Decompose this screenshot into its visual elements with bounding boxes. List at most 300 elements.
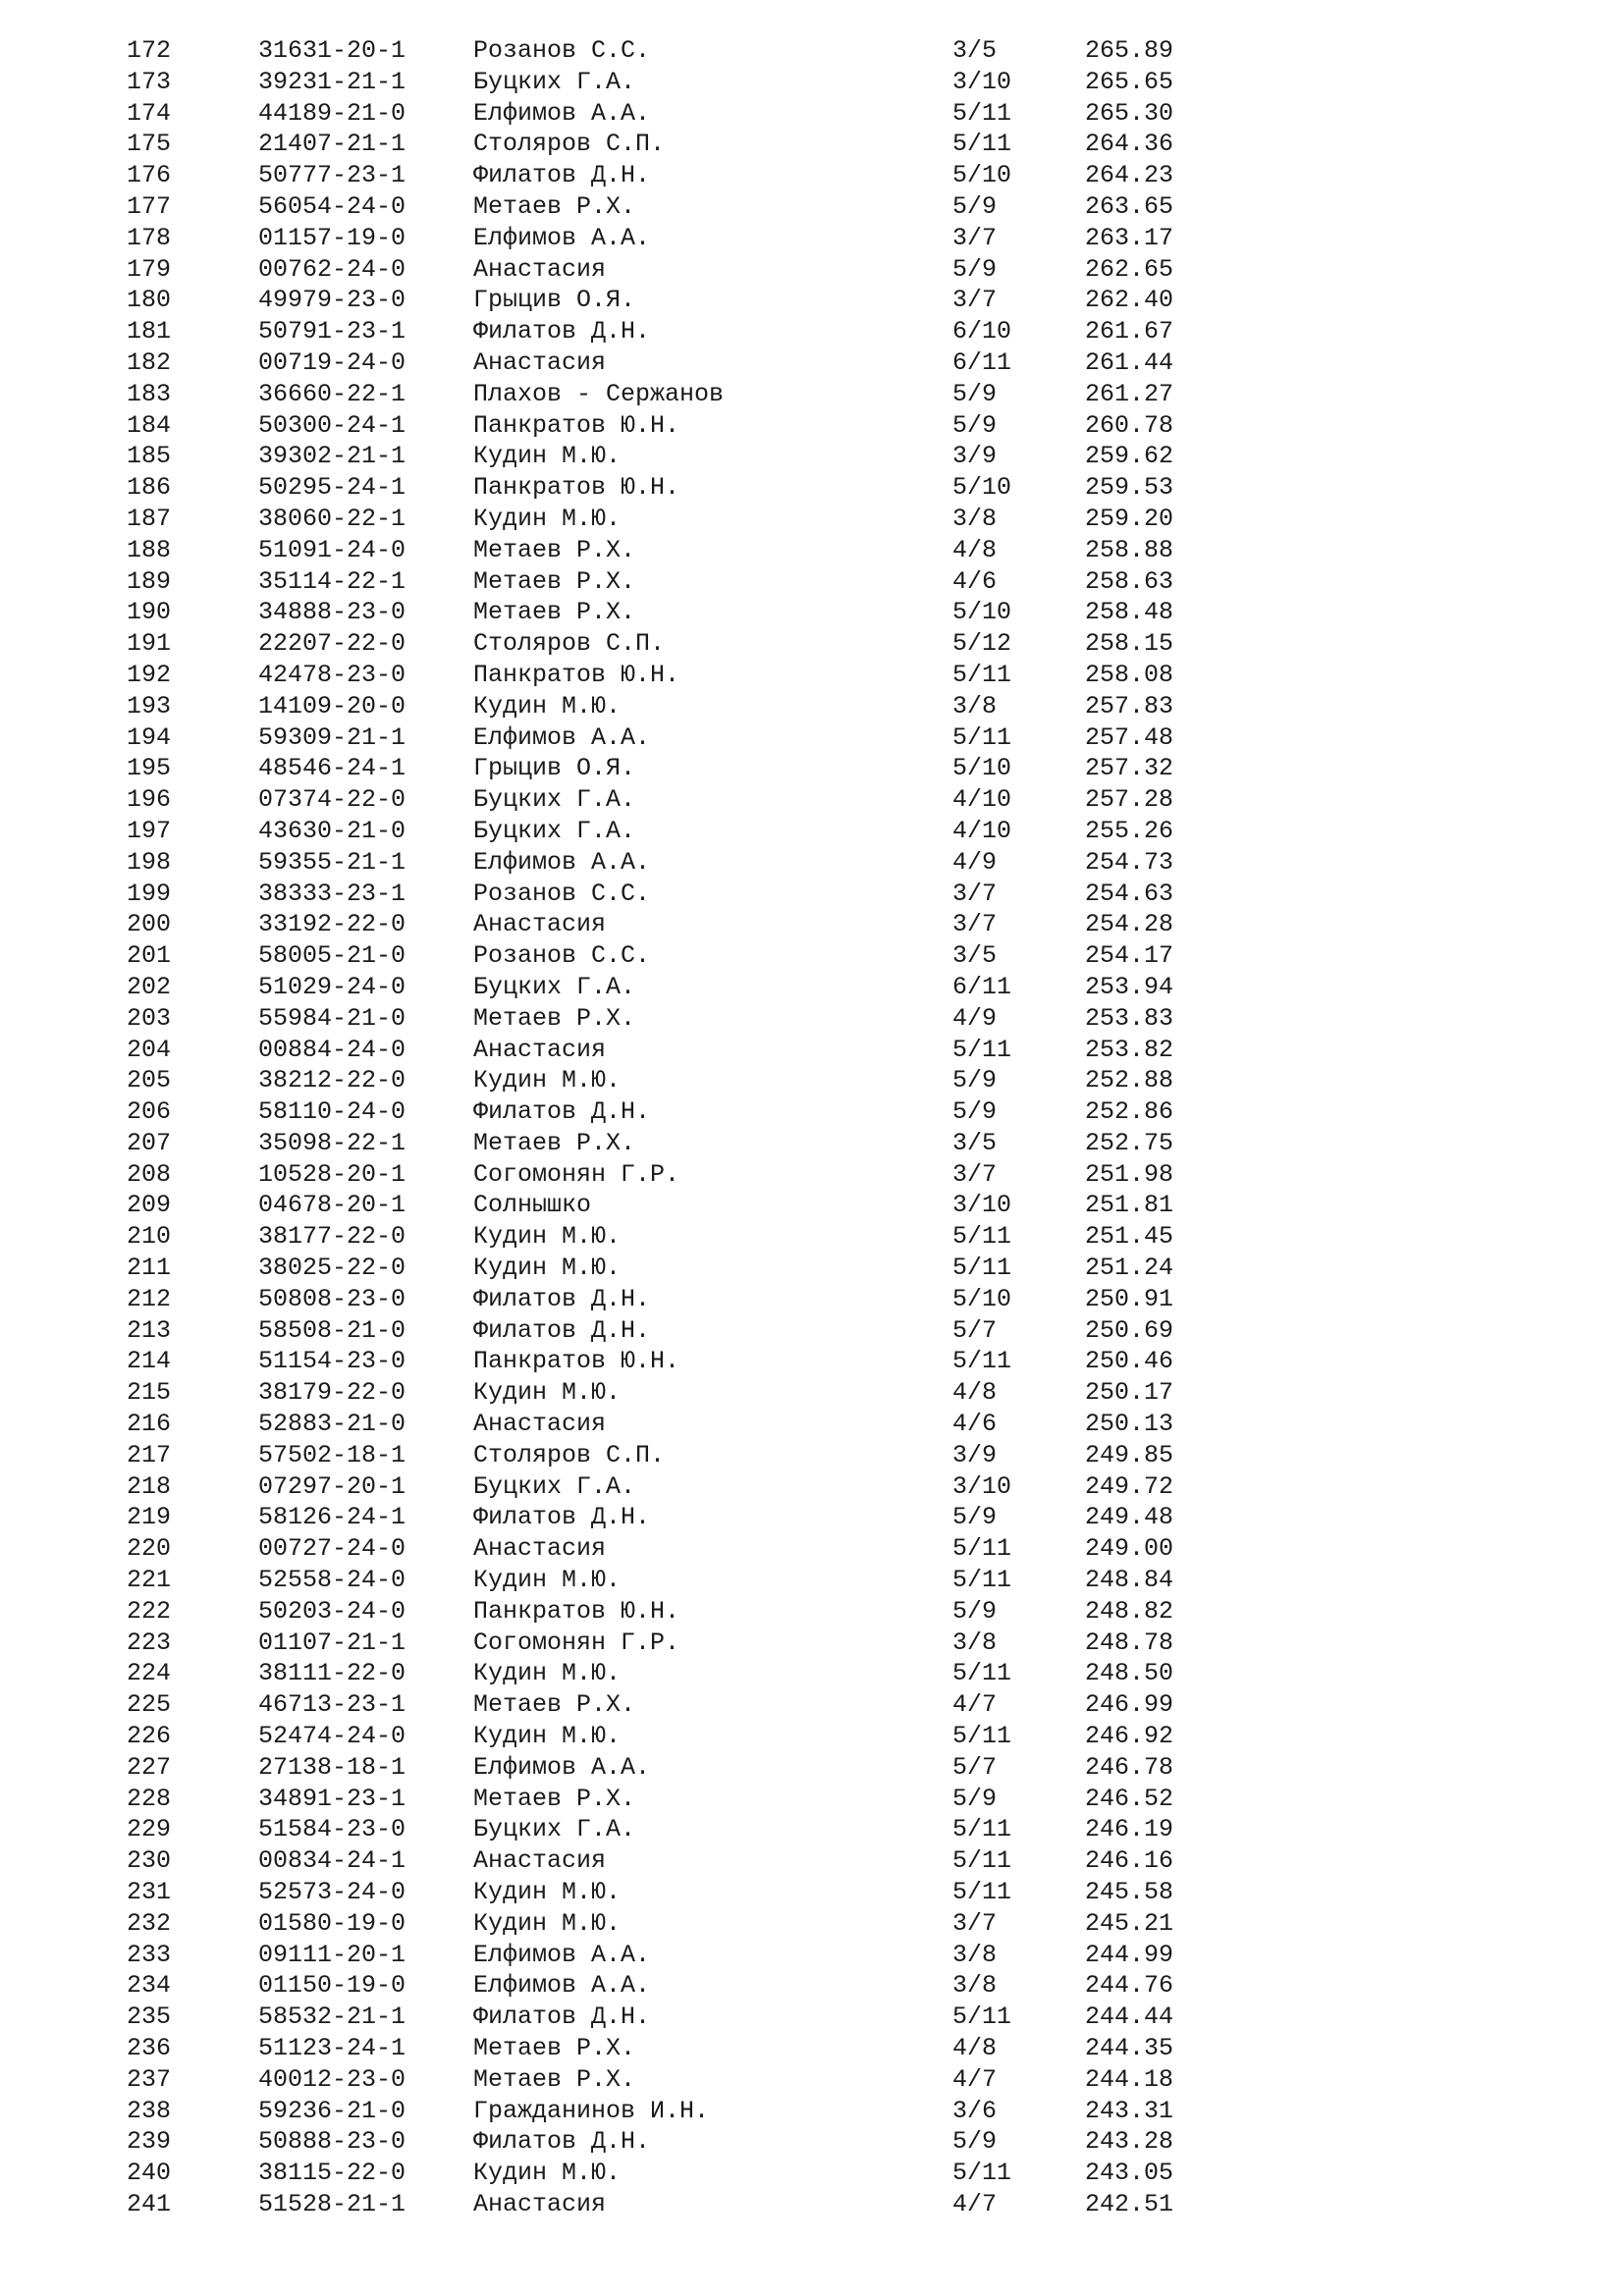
table-row — [0, 660, 1624, 691]
rank-cell: 211 — [127, 1254, 172, 1283]
rank-cell: 219 — [127, 1503, 172, 1532]
table-row — [0, 1003, 1624, 1035]
ratio-cell: 3/9 — [952, 442, 998, 471]
ratio-cell: 5/11 — [952, 1566, 1012, 1595]
id-cell: 58508-21-0 — [258, 1315, 406, 1345]
rank-cell: 200 — [127, 910, 172, 939]
name-cell: Елфимов А.А. — [473, 223, 651, 252]
ratio-cell: 5/9 — [952, 254, 998, 284]
table-row — [0, 1565, 1624, 1596]
id-cell: 50295-24-1 — [258, 473, 406, 503]
table-row — [0, 285, 1624, 316]
score-cell: 264.36 — [1085, 130, 1174, 159]
id-cell: 38212-22-0 — [258, 1066, 406, 1095]
rank-cell: 189 — [127, 566, 172, 596]
ratio-cell: 4/7 — [952, 2064, 998, 2094]
ratio-cell: 5/11 — [952, 1659, 1012, 1688]
table-row — [0, 816, 1624, 847]
id-cell: 38060-22-1 — [258, 504, 406, 533]
table-row — [0, 1721, 1624, 1752]
table-row — [0, 2096, 1624, 2127]
table-row — [0, 1845, 1624, 1877]
score-cell: 254.63 — [1085, 879, 1174, 908]
ratio-cell: 5/11 — [952, 660, 1012, 689]
rank-cell: 184 — [127, 410, 172, 440]
table-row — [0, 2189, 1624, 2220]
id-cell: 58005-21-0 — [258, 941, 406, 971]
name-cell: Елфимов А.А. — [473, 722, 651, 752]
score-cell: 249.00 — [1085, 1534, 1174, 1564]
rank-cell: 204 — [127, 1035, 172, 1064]
id-cell: 43630-21-0 — [258, 816, 406, 845]
score-cell: 251.81 — [1085, 1191, 1174, 1220]
table-row — [0, 35, 1624, 67]
rank-cell: 231 — [127, 1878, 172, 1907]
score-cell: 257.32 — [1085, 754, 1174, 783]
name-cell: Буцких Г.А. — [473, 816, 636, 845]
rank-cell: 235 — [127, 2002, 172, 2032]
ratio-cell: 5/7 — [952, 1752, 998, 1782]
score-cell: 257.83 — [1085, 691, 1174, 721]
score-cell: 243.28 — [1085, 2127, 1174, 2157]
table-row — [0, 1940, 1624, 1971]
score-cell: 246.78 — [1085, 1752, 1174, 1782]
score-cell: 251.24 — [1085, 1254, 1174, 1283]
score-cell: 265.30 — [1085, 98, 1174, 128]
score-cell: 258.15 — [1085, 629, 1174, 659]
name-cell: Анастасия — [473, 2189, 607, 2218]
score-cell: 248.84 — [1085, 1566, 1174, 1595]
name-cell: Метаев Р.Х. — [473, 2064, 636, 2094]
rank-cell: 187 — [127, 504, 172, 533]
ratio-cell: 4/9 — [952, 1003, 998, 1033]
rank-cell: 229 — [127, 1815, 172, 1844]
ratio-cell: 5/9 — [952, 1596, 998, 1626]
ratio-cell: 3/8 — [952, 1971, 998, 2001]
ratio-cell: 5/11 — [952, 98, 1012, 128]
score-cell: 245.21 — [1085, 1908, 1174, 1938]
id-cell: 38111-22-0 — [258, 1659, 406, 1688]
rank-cell: 194 — [127, 722, 172, 752]
table-row — [0, 160, 1624, 191]
name-cell: Панкратов Ю.Н. — [473, 660, 680, 689]
name-cell: Елфимов А.А. — [473, 847, 651, 877]
ratio-cell: 5/10 — [952, 161, 1012, 190]
score-cell: 261.44 — [1085, 347, 1174, 377]
score-cell: 255.26 — [1085, 816, 1174, 845]
ratio-cell: 3/7 — [952, 879, 998, 908]
score-cell: 253.94 — [1085, 972, 1174, 1001]
id-cell: 33192-22-0 — [258, 910, 406, 939]
score-cell: 244.18 — [1085, 2064, 1174, 2094]
name-cell: Кудин М.Ю. — [473, 1722, 622, 1751]
table-row — [0, 535, 1624, 566]
ratio-cell: 5/10 — [952, 598, 1012, 627]
table-row — [0, 2002, 1624, 2033]
rank-cell: 186 — [127, 473, 172, 503]
table-row — [0, 1440, 1624, 1471]
rank-cell: 226 — [127, 1722, 172, 1751]
ratio-cell: 5/11 — [952, 1035, 1012, 1064]
table-row — [0, 347, 1624, 379]
table-row — [0, 98, 1624, 130]
table-row — [0, 1096, 1624, 1128]
ratio-cell: 4/7 — [952, 2189, 998, 2218]
id-cell: 52883-21-0 — [258, 1410, 406, 1439]
ratio-cell: 5/11 — [952, 1254, 1012, 1283]
name-cell: Филатов Д.Н. — [473, 317, 651, 347]
name-cell: Анастасия — [473, 1534, 607, 1564]
score-cell: 246.92 — [1085, 1722, 1174, 1751]
rank-cell: 214 — [127, 1347, 172, 1376]
id-cell: 00834-24-1 — [258, 1846, 406, 1876]
id-cell: 00884-24-0 — [258, 1035, 406, 1064]
score-cell: 249.72 — [1085, 1471, 1174, 1501]
id-cell: 51091-24-0 — [258, 535, 406, 564]
score-cell: 263.17 — [1085, 223, 1174, 252]
id-cell: 42478-23-0 — [258, 660, 406, 689]
id-cell: 59236-21-0 — [258, 2096, 406, 2125]
id-cell: 01157-19-0 — [258, 223, 406, 252]
name-cell: Кудин М.Ю. — [473, 1566, 622, 1595]
id-cell: 58126-24-1 — [258, 1503, 406, 1532]
score-cell: 251.45 — [1085, 1222, 1174, 1252]
rank-cell: 199 — [127, 879, 172, 908]
ratio-cell: 5/9 — [952, 2127, 998, 2157]
ratio-cell: 5/11 — [952, 1878, 1012, 1907]
rank-cell: 222 — [127, 1596, 172, 1626]
table-row — [0, 597, 1624, 628]
name-cell: Метаев Р.Х. — [473, 2034, 636, 2062]
rank-cell: 192 — [127, 660, 172, 689]
id-cell: 51528-21-1 — [258, 2189, 406, 2218]
rank-cell: 233 — [127, 1940, 172, 1969]
score-cell: 254.73 — [1085, 847, 1174, 877]
name-cell: Филатов Д.Н. — [473, 2002, 651, 2032]
id-cell: 00727-24-0 — [258, 1534, 406, 1564]
ratio-cell: 5/11 — [952, 2159, 1012, 2188]
table-row — [0, 784, 1624, 816]
score-cell: 250.69 — [1085, 1315, 1174, 1345]
name-cell: Филатов Д.Н. — [473, 161, 651, 190]
name-cell: Кудин М.Ю. — [473, 1066, 622, 1095]
ratio-cell: 4/8 — [952, 535, 998, 564]
rank-cell: 180 — [127, 286, 172, 315]
rank-cell: 216 — [127, 1410, 172, 1439]
score-cell: 250.46 — [1085, 1347, 1174, 1376]
table-row — [0, 1689, 1624, 1721]
name-cell: Елфимов А.А. — [473, 98, 651, 128]
rank-cell: 201 — [127, 941, 172, 971]
ratio-cell: 5/12 — [952, 629, 1012, 659]
name-cell: Буцких Г.А. — [473, 1815, 636, 1844]
id-cell: 04678-20-1 — [258, 1191, 406, 1220]
table-row — [0, 1596, 1624, 1628]
ratio-cell: 5/10 — [952, 1284, 1012, 1313]
score-cell: 246.19 — [1085, 1815, 1174, 1844]
name-cell: Панкратов Ю.Н. — [473, 1596, 680, 1626]
rank-cell: 238 — [127, 2096, 172, 2125]
ratio-cell: 6/10 — [952, 317, 1012, 347]
name-cell: Метаев Р.Х. — [473, 1003, 636, 1033]
score-cell: 250.17 — [1085, 1378, 1174, 1408]
table-row — [0, 1221, 1624, 1253]
table-row — [0, 1970, 1624, 2002]
table-row — [0, 847, 1624, 879]
ratio-cell: 4/6 — [952, 566, 998, 596]
score-cell: 260.78 — [1085, 410, 1174, 440]
ratio-cell: 5/9 — [952, 1503, 998, 1532]
table-row — [0, 410, 1624, 442]
name-cell: Филатов Д.Н. — [473, 1284, 651, 1313]
table-row — [0, 1035, 1624, 1066]
score-cell: 261.27 — [1085, 379, 1174, 408]
name-cell: Столяров С.П. — [473, 629, 666, 659]
rank-cell: 212 — [127, 1284, 172, 1313]
score-cell: 250.13 — [1085, 1410, 1174, 1439]
table-row — [0, 1377, 1624, 1409]
ratio-cell: 5/9 — [952, 410, 998, 440]
rank-cell: 213 — [127, 1315, 172, 1345]
ratio-cell: 3/5 — [952, 36, 998, 65]
score-cell: 248.78 — [1085, 1628, 1174, 1657]
rank-cell: 208 — [127, 1159, 172, 1189]
table-row — [0, 1784, 1624, 1815]
rank-cell: 198 — [127, 847, 172, 877]
ratio-cell: 3/7 — [952, 1159, 998, 1189]
table-row — [0, 1253, 1624, 1284]
score-cell: 258.88 — [1085, 535, 1174, 564]
rank-cell: 206 — [127, 1097, 172, 1127]
id-cell: 21407-21-1 — [258, 130, 406, 159]
rank-cell: 215 — [127, 1378, 172, 1408]
id-cell: 38115-22-0 — [258, 2159, 406, 2188]
rank-cell: 240 — [127, 2159, 172, 2188]
table-row — [0, 972, 1624, 1003]
id-cell: 10528-20-1 — [258, 1159, 406, 1189]
ratio-cell: 5/11 — [952, 1347, 1012, 1376]
table-row — [0, 879, 1624, 910]
name-cell: Анастасия — [473, 910, 607, 939]
id-cell: 00719-24-0 — [258, 347, 406, 377]
ratio-cell: 3/10 — [952, 1191, 1012, 1220]
score-cell: 262.40 — [1085, 286, 1174, 315]
ratio-cell: 3/7 — [952, 223, 998, 252]
ratio-cell: 4/7 — [952, 1690, 998, 1720]
name-cell: Анастасия — [473, 1846, 607, 1876]
table-row — [0, 441, 1624, 472]
rank-cell: 234 — [127, 1971, 172, 2001]
score-cell: 243.31 — [1085, 2096, 1174, 2125]
id-cell: 38179-22-0 — [258, 1378, 406, 1408]
table-row — [0, 1159, 1624, 1191]
table-row — [0, 1752, 1624, 1784]
id-cell: 50203-24-0 — [258, 1596, 406, 1626]
name-cell: Грыцив О.Я. — [473, 286, 636, 315]
rank-cell: 191 — [127, 629, 172, 659]
results-table — [0, 35, 1624, 2220]
id-cell: 56054-24-0 — [258, 191, 406, 221]
table-row — [0, 1502, 1624, 1533]
score-cell: 254.28 — [1085, 910, 1174, 939]
score-cell: 246.99 — [1085, 1690, 1174, 1720]
rank-cell: 236 — [127, 2034, 172, 2062]
rank-cell: 239 — [127, 2127, 172, 2157]
ratio-cell: 4/9 — [952, 847, 998, 877]
score-cell: 244.35 — [1085, 2034, 1174, 2062]
name-cell: Анастасия — [473, 1410, 607, 1439]
name-cell: Метаев Р.Х. — [473, 566, 636, 596]
rank-cell: 232 — [127, 1908, 172, 1938]
rank-cell: 185 — [127, 442, 172, 471]
rank-cell: 203 — [127, 1003, 172, 1033]
name-cell: Буцких Г.А. — [473, 972, 636, 1001]
rank-cell: 193 — [127, 691, 172, 721]
score-cell: 246.52 — [1085, 1784, 1174, 1813]
name-cell: Панкратов Ю.Н. — [473, 1347, 680, 1376]
table-row — [0, 472, 1624, 504]
id-cell: 07297-20-1 — [258, 1471, 406, 1501]
score-cell: 245.58 — [1085, 1878, 1174, 1907]
id-cell: 58110-24-0 — [258, 1097, 406, 1127]
name-cell: Розанов С.С. — [473, 879, 651, 908]
id-cell: 50777-23-1 — [258, 161, 406, 190]
id-cell: 51154-23-0 — [258, 1347, 406, 1376]
id-cell: 40012-23-0 — [258, 2064, 406, 2094]
score-cell: 246.16 — [1085, 1846, 1174, 1876]
score-cell: 257.28 — [1085, 785, 1174, 815]
rank-cell: 175 — [127, 130, 172, 159]
name-cell: Кудин М.Ю. — [473, 1254, 622, 1283]
score-cell: 258.08 — [1085, 660, 1174, 689]
rank-cell: 173 — [127, 67, 172, 96]
score-cell: 251.98 — [1085, 1159, 1174, 1189]
name-cell: Анастасия — [473, 347, 607, 377]
id-cell: 34891-23-1 — [258, 1784, 406, 1813]
ratio-cell: 5/10 — [952, 473, 1012, 503]
name-cell: Кудин М.Ю. — [473, 2159, 622, 2188]
id-cell: 52558-24-0 — [258, 1566, 406, 1595]
id-cell: 50300-24-1 — [258, 410, 406, 440]
ratio-cell: 3/7 — [952, 910, 998, 939]
ratio-cell: 5/11 — [952, 1815, 1012, 1844]
score-cell: 259.53 — [1085, 473, 1174, 503]
id-cell: 35098-22-1 — [258, 1128, 406, 1157]
id-cell: 14109-20-0 — [258, 691, 406, 721]
table-row — [0, 254, 1624, 286]
name-cell: Плахов - Сержанов — [473, 379, 725, 408]
ratio-cell: 5/9 — [952, 1784, 998, 1813]
rank-cell: 176 — [127, 161, 172, 190]
ratio-cell: 3/7 — [952, 286, 998, 315]
rank-cell: 178 — [127, 223, 172, 252]
name-cell: Филатов Д.Н. — [473, 1503, 651, 1532]
score-cell: 244.76 — [1085, 1971, 1174, 2001]
table-row — [0, 628, 1624, 660]
score-cell: 248.82 — [1085, 1596, 1174, 1626]
name-cell: Буцких Г.А. — [473, 67, 636, 96]
table-row — [0, 691, 1624, 722]
rank-cell: 209 — [127, 1191, 172, 1220]
name-cell: Столяров С.П. — [473, 1440, 666, 1469]
table-row — [0, 1346, 1624, 1377]
id-cell: 39231-21-1 — [258, 67, 406, 96]
id-cell: 44189-21-0 — [258, 98, 406, 128]
id-cell: 31631-20-1 — [258, 36, 406, 65]
id-cell: 34888-23-0 — [258, 598, 406, 627]
rank-cell: 207 — [127, 1128, 172, 1157]
table-row — [0, 191, 1624, 223]
table-row — [0, 1190, 1624, 1221]
rank-cell: 181 — [127, 317, 172, 347]
rank-cell: 221 — [127, 1566, 172, 1595]
name-cell: Панкратов Ю.Н. — [473, 410, 680, 440]
rank-cell: 190 — [127, 598, 172, 627]
id-cell: 50808-23-0 — [258, 1284, 406, 1313]
ratio-cell: 6/11 — [952, 972, 1012, 1001]
rank-cell: 172 — [127, 36, 172, 65]
score-cell: 244.99 — [1085, 1940, 1174, 1969]
score-cell: 258.63 — [1085, 566, 1174, 596]
name-cell: Розанов С.С. — [473, 941, 651, 971]
id-cell: 01580-19-0 — [258, 1908, 406, 1938]
name-cell: Панкратов Ю.Н. — [473, 473, 680, 503]
table-row — [0, 129, 1624, 160]
ratio-cell: 4/10 — [952, 785, 1012, 815]
id-cell: 59309-21-1 — [258, 722, 406, 752]
ratio-cell: 3/5 — [952, 941, 998, 971]
ratio-cell: 3/8 — [952, 1940, 998, 1969]
name-cell: Филатов Д.Н. — [473, 1097, 651, 1127]
id-cell: 51584-23-0 — [258, 1815, 406, 1844]
rank-cell: 241 — [127, 2189, 172, 2218]
table-row — [0, 2126, 1624, 2158]
table-row — [0, 1533, 1624, 1565]
table-row — [0, 223, 1624, 254]
score-cell: 252.75 — [1085, 1128, 1174, 1157]
ratio-cell: 5/11 — [952, 2002, 1012, 2032]
table-row — [0, 504, 1624, 535]
rank-cell: 179 — [127, 254, 172, 284]
name-cell: Кудин М.Ю. — [473, 1878, 622, 1907]
id-cell: 01150-19-0 — [258, 1971, 406, 2001]
table-row — [0, 379, 1624, 410]
table-row — [0, 909, 1624, 940]
id-cell: 27138-18-1 — [258, 1752, 406, 1782]
table-row — [0, 1315, 1624, 1347]
score-cell: 253.83 — [1085, 1003, 1174, 1033]
id-cell: 51029-24-0 — [258, 972, 406, 1001]
ratio-cell: 5/9 — [952, 1097, 998, 1127]
table-row — [0, 1908, 1624, 1940]
name-cell: Метаев Р.Х. — [473, 1784, 636, 1813]
id-cell: 22207-22-0 — [258, 629, 406, 659]
ratio-cell: 3/10 — [952, 67, 1012, 96]
rank-cell: 224 — [127, 1659, 172, 1688]
name-cell: Буцких Г.А. — [473, 785, 636, 815]
score-cell: 264.23 — [1085, 161, 1174, 190]
score-cell: 243.05 — [1085, 2159, 1174, 2188]
id-cell: 58532-21-1 — [258, 2002, 406, 2032]
score-cell: 259.62 — [1085, 442, 1174, 471]
rank-cell: 188 — [127, 535, 172, 564]
ratio-cell: 5/11 — [952, 1534, 1012, 1564]
ratio-cell: 5/11 — [952, 1222, 1012, 1252]
id-cell: 38333-23-1 — [258, 879, 406, 908]
rank-cell: 174 — [127, 98, 172, 128]
name-cell: Кудин М.Ю. — [473, 504, 622, 533]
id-cell: 57502-18-1 — [258, 1440, 406, 1469]
